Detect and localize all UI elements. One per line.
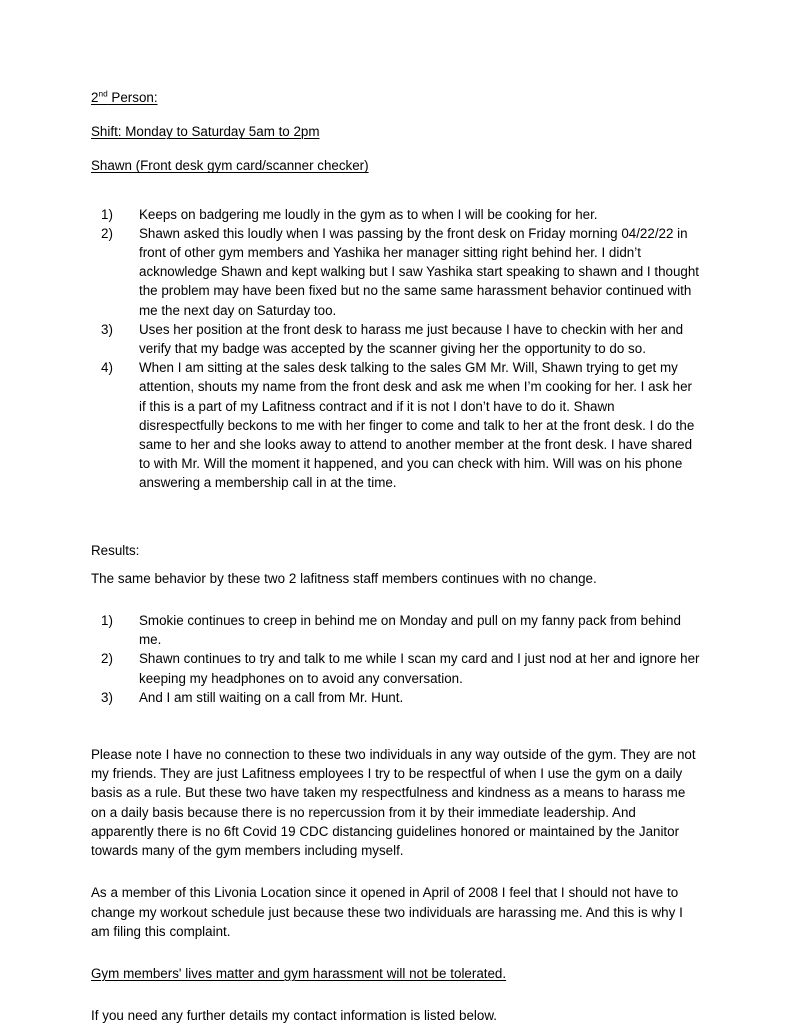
spacer [91, 191, 701, 205]
list-marker: 4) [101, 360, 113, 376]
list-item-text: Shawn asked this loudly when I was passing by the front desk on Friday morning 04/22/22 in front of other gym members and Yashika her manager sitting right behind her. I didn’t acknowledge Shawn and kept walking but I saw Yashika start speaking to shawn and I thought the problem may have been fixed but no the same same harassment behavior continued with me the next day on Saturday too. [139, 225, 700, 318]
role-line-text: Shawn (Front desk gym card/scanner checker) [91, 158, 369, 174]
spacer [91, 707, 701, 745]
list-item-text: Shawn continues to try and talk to me while I scan my card and I just nod at her and ignore her keeping my headphones on to avoid any conversation. [139, 651, 700, 686]
allegations-list [91, 205, 701, 493]
results-heading: Results: [91, 542, 140, 558]
list-item [91, 611, 701, 649]
list-item [91, 224, 701, 320]
closing-statement [91, 964, 701, 983]
shift-line-text: Shift: Monday to Saturday 5am to 2pm [91, 124, 320, 140]
list-marker: 1) [101, 613, 113, 629]
list-item [91, 649, 701, 687]
person-label [91, 88, 701, 107]
list-item [91, 358, 701, 492]
results-intro: The same behavior by these two 2 lafitness staff members continues with no change. [91, 570, 597, 586]
person-label-ordinal-suffix: nd [98, 88, 108, 99]
list-marker: 2) [101, 225, 113, 241]
document-body [91, 88, 701, 1024]
list-marker: 3) [101, 321, 113, 337]
list-item [91, 205, 701, 224]
spacer [91, 493, 701, 541]
closing-paragraph-3: If you need any further details my contact information is listed below. [91, 1008, 498, 1024]
spacer [91, 950, 701, 964]
closing-statement-text: Gym members' lives matter and gym harassment will not be tolerated. [91, 965, 507, 981]
person-label-number: 2 [91, 90, 99, 105]
closing-paragraph-2: As a member of this Livonia Location since it opened in April of 2008 I feel that I should not have to change my workout schedule just because these two individuals are harassing me. And this is why I am filing this complaint. [91, 885, 683, 939]
results-list [91, 611, 701, 707]
list-item [91, 688, 701, 707]
spacer [91, 869, 701, 883]
list-item-text: When I am sitting at the sales desk talking to the sales GM Mr. Will, Shawn trying to get my attention, shouts my name from the front desk and ask me when I’m cooking for her. I ask her if this is a part of my Lafitness contract and if it is not I don’t have to do it. Shawn disrespectfully beckons to me with her finger to come and talk to her at the front desk. I do the same to her and she looks away to attend to another member at the front desk. I have shared to with Mr. Will the moment it happened, and you can check with him. Will was on his phone answering a membership call in at the time. [139, 360, 695, 491]
spacer [91, 992, 701, 1006]
shift-line [91, 122, 701, 141]
list-item-text: And I am still waiting on a call from Mr. Hunt. [139, 689, 404, 705]
list-marker: 2) [101, 651, 113, 667]
list-marker: 3) [101, 689, 113, 705]
list-item-text: Uses her position at the front desk to harass me just because I have to checkin with her and verify that my badge was accepted by the scanner giving her the opportunity to do so. [139, 321, 684, 357]
list-item-text: Keeps on badgering me loudly in the gym as to when I will be cooking for her. [139, 206, 598, 222]
person-label-text: Person: [107, 90, 158, 105]
list-item [91, 320, 701, 358]
list-item-text: Smokie continues to creep in behind me on Monday and pull on my fanny pack from behind me. [139, 613, 681, 648]
closing-paragraph-1: Please note I have no connection to these two individuals in any way outside of the gym. They are not my friends. They are just Lafitness employees I try to be respectful of when I use the gym on a daily basis as a rule. But these two have taken my respectfulness and kindness as a means to harass me on a daily basis because there is no repercussion from it by their immediate leadership. And apparently there is no 6ft Covid 19 CDC distancing guidelines honored or maintained by the Janitor towards many of the gym members including myself. [91, 747, 696, 859]
spacer [91, 597, 701, 611]
list-marker: 1) [101, 206, 113, 222]
role-line [91, 156, 701, 175]
